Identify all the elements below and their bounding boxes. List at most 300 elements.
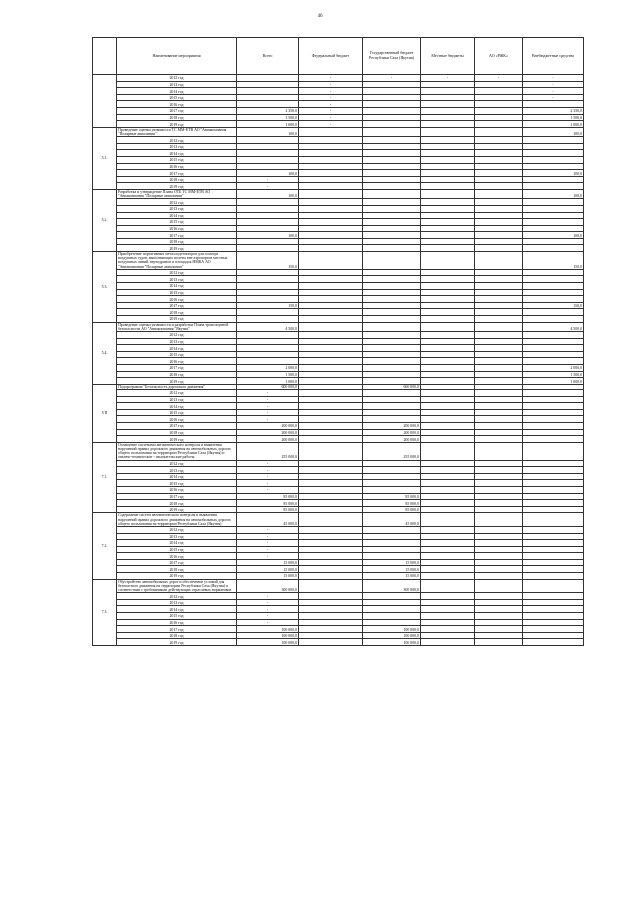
year-label: 2013 год <box>117 396 237 403</box>
year-label: 2016 год <box>117 163 237 170</box>
cell-local-budgets: - <box>421 75 475 82</box>
cell-state-budget <box>363 460 421 467</box>
cell-federal <box>299 436 363 443</box>
cell-state-budget <box>363 252 421 270</box>
table-row <box>93 107 584 114</box>
cell-state-budget <box>363 533 421 540</box>
year-label: 2019 год <box>117 316 237 323</box>
cell-total <box>237 225 299 232</box>
cell-rjk <box>475 114 523 121</box>
cell-state-budget <box>363 121 421 128</box>
cell-local-budgets <box>421 593 475 600</box>
cell-extrabudgetary <box>523 212 584 219</box>
cell-federal <box>299 283 363 290</box>
cell-rjk <box>475 101 523 108</box>
cell-total: - <box>237 593 299 600</box>
cell-state-budget <box>363 232 421 239</box>
cell-extrabudgetary <box>523 559 584 566</box>
cell-rjk <box>475 606 523 613</box>
cell-extrabudgetary <box>523 493 584 500</box>
year-label: 2019 год <box>117 245 237 252</box>
cell-extrabudgetary <box>523 199 584 206</box>
cell-rjk <box>475 593 523 600</box>
cell-extrabudgetary: - <box>523 94 584 101</box>
table-row <box>93 371 584 378</box>
cell-rjk <box>475 599 523 606</box>
year-label: 2018 год <box>117 429 237 436</box>
cell-federal <box>299 540 363 547</box>
cell-extrabudgetary <box>523 332 584 339</box>
cell-federal <box>299 396 363 403</box>
table-row <box>93 322 584 331</box>
cell-total: - <box>237 540 299 547</box>
item-number: 5.2. <box>93 189 117 251</box>
cell-extrabudgetary <box>523 269 584 276</box>
cell-state-budget: 15 000,0 <box>363 566 421 573</box>
cell-extrabudgetary <box>523 429 584 436</box>
cell-federal <box>299 559 363 566</box>
cell-local-budgets <box>421 416 475 423</box>
header-rjk: АО «РЖК» <box>475 38 523 75</box>
cell-local-budgets <box>421 365 475 372</box>
cell-rjk <box>475 403 523 410</box>
cell-state-budget <box>363 309 421 316</box>
item-name: Обустройство автомобильных дорог и обеспечение условий для безопасного движения на территории Республики Саха (Якутия) в соответствии с требованиями действующих отраслевых нормативов <box>117 579 237 593</box>
year-label: 2018 год <box>117 309 237 316</box>
cell-extrabudgetary: 1 500,0 <box>523 371 584 378</box>
cell-local-budgets <box>421 429 475 436</box>
cell-state-budget <box>363 593 421 600</box>
cell-local-budgets <box>421 436 475 443</box>
table-row <box>93 422 584 429</box>
table-row <box>93 170 584 177</box>
cell-local-budgets <box>421 480 475 487</box>
cell-local-budgets <box>421 121 475 128</box>
cell-local-budgets <box>421 137 475 144</box>
cell-federal <box>299 613 363 620</box>
cell-local-budgets <box>421 269 475 276</box>
cell-rjk <box>475 473 523 480</box>
cell-local-budgets <box>421 302 475 309</box>
cell-state-budget <box>363 114 421 121</box>
table-row <box>93 156 584 163</box>
cell-federal <box>299 322 363 331</box>
cell-state-budget <box>363 389 421 396</box>
cell-local-budgets <box>421 389 475 396</box>
cell-total: 100 000,0 <box>237 626 299 633</box>
cell-total <box>237 245 299 252</box>
cell-rjk <box>475 137 523 144</box>
cell-total: 4 500,0 <box>237 322 299 331</box>
cell-local-budgets <box>421 170 475 177</box>
cell-local-budgets <box>421 599 475 606</box>
cell-rjk <box>475 302 523 309</box>
cell-state-budget <box>363 143 421 150</box>
table-row <box>93 283 584 290</box>
cell-state-budget: 100 000,0 <box>363 639 421 646</box>
cell-federal <box>299 212 363 219</box>
cell-local-budgets <box>421 156 475 163</box>
table-row <box>93 500 584 507</box>
cell-extrabudgetary <box>523 289 584 296</box>
cell-state-budget <box>363 486 421 493</box>
cell-extrabudgetary: 150,0 <box>523 252 584 270</box>
cell-rjk <box>475 316 523 323</box>
table-row <box>93 296 584 303</box>
cell-rjk <box>475 232 523 239</box>
cell-rjk <box>475 127 523 136</box>
cell-federal <box>299 593 363 600</box>
year-label: 2012 год <box>117 75 237 82</box>
cell-state-budget <box>363 94 421 101</box>
cell-rjk <box>475 546 523 553</box>
cell-local-budgets <box>421 163 475 170</box>
cell-total <box>237 75 299 82</box>
cell-extrabudgetary <box>523 137 584 144</box>
item-number: 5.4. <box>93 322 117 384</box>
cell-rjk <box>475 296 523 303</box>
cell-extrabudgetary <box>523 533 584 540</box>
table-row <box>93 442 584 460</box>
cell-local-budgets <box>421 613 475 620</box>
cell-total: - <box>237 176 299 183</box>
cell-rjk <box>475 107 523 114</box>
cell-total: - <box>237 396 299 403</box>
cell-federal <box>299 269 363 276</box>
cell-state-budget <box>363 332 421 339</box>
cell-rjk <box>475 493 523 500</box>
cell-total: 15 000,0 <box>237 559 299 566</box>
year-label: 2013 год <box>117 338 237 345</box>
cell-extrabudgetary: 4 500,0 <box>523 322 584 331</box>
cell-state-budget <box>363 480 421 487</box>
cell-local-budgets <box>421 351 475 358</box>
cell-extrabudgetary <box>523 566 584 573</box>
year-label: 2017 год <box>117 107 237 114</box>
year-label: 2014 год <box>117 473 237 480</box>
year-label: 2014 год <box>117 345 237 352</box>
cell-local-budgets <box>421 606 475 613</box>
year-label: 2019 год <box>117 506 237 513</box>
cell-extrabudgetary <box>523 183 584 190</box>
cell-federal <box>299 150 363 157</box>
cell-federal <box>299 579 363 593</box>
year-label: 2017 год <box>117 626 237 633</box>
table-row <box>93 486 584 493</box>
cell-local-budgets <box>421 245 475 252</box>
cell-extrabudgetary <box>523 639 584 646</box>
cell-rjk <box>475 480 523 487</box>
cell-total <box>237 88 299 95</box>
year-label: 2015 год <box>117 351 237 358</box>
cell-rjk <box>475 283 523 290</box>
table-row <box>93 252 584 270</box>
cell-extrabudgetary: - <box>523 88 584 95</box>
cell-federal <box>299 252 363 270</box>
cell-rjk <box>475 486 523 493</box>
cell-total: - <box>237 526 299 533</box>
year-label: 2015 год <box>117 613 237 620</box>
cell-total: - <box>237 599 299 606</box>
cell-federal <box>299 566 363 573</box>
cell-federal <box>299 137 363 144</box>
cell-federal <box>299 599 363 606</box>
header-local-budgets: Местные бюджеты <box>421 38 475 75</box>
item-name: Оснащение системами автоматического контроля и выявления нарушений правил дорожного движения на автомобильных дорогах общего пользования на территории Республики Саха (Якутия) и опытно-технические - изыскательские работы <box>117 442 237 460</box>
cell-extrabudgetary <box>523 416 584 423</box>
cell-total: 15 000,0 <box>237 566 299 573</box>
cell-rjk <box>475 566 523 573</box>
header-name: Наименование мероприятия <box>117 38 237 75</box>
cell-extrabudgetary <box>523 396 584 403</box>
cell-state-budget <box>363 283 421 290</box>
cell-state-budget: 85 000,0 <box>363 506 421 513</box>
cell-extrabudgetary <box>523 422 584 429</box>
cell-extrabudgetary <box>523 579 584 593</box>
cell-state-budget <box>363 619 421 626</box>
cell-rjk <box>475 225 523 232</box>
cell-extrabudgetary: 1 500,0 <box>523 114 584 121</box>
table-row <box>93 137 584 144</box>
cell-total: - <box>237 389 299 396</box>
cell-local-budgets <box>421 559 475 566</box>
cell-extrabudgetary <box>523 101 584 108</box>
cell-rjk: - <box>475 75 523 82</box>
item-name: Подпрограмма "Безопасность дорожного движения" <box>117 384 237 389</box>
cell-extrabudgetary <box>523 436 584 443</box>
cell-local-budgets <box>421 639 475 646</box>
cell-total: 15 000,0 <box>237 573 299 580</box>
cell-extrabudgetary <box>523 276 584 283</box>
year-label: 2014 год <box>117 212 237 219</box>
cell-state-budget: 15 000,0 <box>363 559 421 566</box>
year-label: 2013 год <box>117 533 237 540</box>
table-row <box>93 460 584 467</box>
cell-total: 200 000,0 <box>237 436 299 443</box>
year-label: 2015 год <box>117 546 237 553</box>
table-row <box>93 245 584 252</box>
year-label: 2016 год <box>117 225 237 232</box>
cell-total: - <box>237 183 299 190</box>
cell-total: 100,0 <box>237 232 299 239</box>
table-row <box>93 493 584 500</box>
cell-rjk <box>475 371 523 378</box>
cell-total <box>237 101 299 108</box>
table-row <box>93 358 584 365</box>
cell-rjk <box>475 526 523 533</box>
cell-state-budget: 100 000,0 <box>363 626 421 633</box>
cell-extrabudgetary <box>523 296 584 303</box>
cell-extrabudgetary <box>523 606 584 613</box>
cell-local-budgets <box>421 332 475 339</box>
table-row <box>93 345 584 352</box>
year-label: 2018 год <box>117 371 237 378</box>
cell-local-budgets <box>421 127 475 136</box>
table-row <box>93 225 584 232</box>
cell-extrabudgetary: 100,0 <box>523 170 584 177</box>
cell-rjk <box>475 170 523 177</box>
cell-federal <box>299 389 363 396</box>
cell-state-budget <box>363 473 421 480</box>
year-label: 2016 год <box>117 619 237 626</box>
table-row <box>93 269 584 276</box>
cell-extrabudgetary <box>523 619 584 626</box>
year-label: 2015 год <box>117 289 237 296</box>
cell-federal <box>299 378 363 385</box>
cell-extrabudgetary: 1 000,0 <box>523 121 584 128</box>
year-label: 2018 год <box>117 114 237 121</box>
cell-federal <box>299 289 363 296</box>
cell-state-budget: 600 000,0 <box>363 384 421 389</box>
cell-local-budgets <box>421 422 475 429</box>
cell-extrabudgetary: 100,0 <box>523 232 584 239</box>
cell-federal <box>299 170 363 177</box>
cell-state-budget <box>363 553 421 560</box>
year-label: 2016 год <box>117 553 237 560</box>
cell-extrabudgetary <box>523 573 584 580</box>
cell-rjk <box>475 378 523 385</box>
year-label: 2017 год <box>117 302 237 309</box>
cell-federal <box>299 232 363 239</box>
cell-local-budgets <box>421 289 475 296</box>
year-label: 2018 год <box>117 566 237 573</box>
cell-extrabudgetary <box>523 599 584 606</box>
cell-local-budgets <box>421 493 475 500</box>
cell-federal <box>299 302 363 309</box>
cell-rjk <box>475 121 523 128</box>
cell-extrabudgetary <box>523 351 584 358</box>
cell-total <box>237 163 299 170</box>
year-label: 2014 год <box>117 150 237 157</box>
year-label: 2015 год <box>117 156 237 163</box>
cell-total <box>237 94 299 101</box>
cell-federal <box>299 143 363 150</box>
cell-extrabudgetary: 2 350,0 <box>523 107 584 114</box>
table-row <box>93 183 584 190</box>
cell-extrabudgetary <box>523 205 584 212</box>
cell-extrabudgetary <box>523 345 584 352</box>
table-row <box>93 378 584 385</box>
table-row <box>93 632 584 639</box>
cell-total <box>237 238 299 245</box>
table-row <box>93 566 584 573</box>
cell-state-budget <box>363 358 421 365</box>
cell-rjk <box>475 422 523 429</box>
cell-local-budgets <box>421 486 475 493</box>
cell-local-budgets <box>421 107 475 114</box>
table-row <box>93 75 584 82</box>
cell-local-budgets <box>421 396 475 403</box>
cell-federal <box>299 619 363 626</box>
cell-local-budgets <box>421 500 475 507</box>
item-number: VII <box>93 384 117 442</box>
table-row <box>93 540 584 547</box>
cell-total <box>237 143 299 150</box>
year-label: 2012 год <box>117 137 237 144</box>
cell-state-budget <box>363 378 421 385</box>
cell-state-budget <box>363 351 421 358</box>
cell-rjk <box>475 332 523 339</box>
cell-total: 100 000,0 <box>237 632 299 639</box>
cell-rjk <box>475 322 523 331</box>
cell-extrabudgetary: - <box>523 81 584 88</box>
year-label: 2019 год <box>117 121 237 128</box>
cell-total: - <box>237 613 299 620</box>
year-label: 2019 год <box>117 183 237 190</box>
cell-local-budgets <box>421 232 475 239</box>
table-row <box>93 276 584 283</box>
cell-local-budgets <box>421 619 475 626</box>
cell-state-budget <box>363 403 421 410</box>
cell-federal <box>299 371 363 378</box>
cell-federal <box>299 632 363 639</box>
cell-total: 200 000,0 <box>237 429 299 436</box>
cell-extrabudgetary <box>523 500 584 507</box>
cell-local-budgets <box>421 553 475 560</box>
year-label: 2012 год <box>117 526 237 533</box>
cell-federal <box>299 429 363 436</box>
cell-federal <box>299 245 363 252</box>
cell-rjk <box>475 245 523 252</box>
year-label: 2013 год <box>117 205 237 212</box>
cell-extrabudgetary <box>523 546 584 553</box>
cell-total <box>237 276 299 283</box>
year-label: 2019 год <box>117 573 237 580</box>
cell-rjk <box>475 559 523 566</box>
table-row <box>93 480 584 487</box>
cell-total <box>237 332 299 339</box>
cell-state-budget <box>363 540 421 547</box>
table-row <box>93 365 584 372</box>
cell-state-budget: 200 000,0 <box>363 429 421 436</box>
cell-extrabudgetary <box>523 283 584 290</box>
table-row <box>93 593 584 600</box>
cell-state-budget <box>363 199 421 206</box>
cell-local-budgets <box>421 296 475 303</box>
cell-rjk <box>475 338 523 345</box>
cell-local-budgets <box>421 176 475 183</box>
year-label: 2016 год <box>117 101 237 108</box>
year-label: 2017 год <box>117 232 237 239</box>
cell-state-budget <box>363 88 421 95</box>
cell-rjk <box>475 573 523 580</box>
cell-rjk <box>475 553 523 560</box>
cell-local-budgets <box>421 212 475 219</box>
cell-federal <box>299 533 363 540</box>
cell-rjk <box>475 619 523 626</box>
table-row <box>93 338 584 345</box>
cell-state-budget: 200 000,0 <box>363 436 421 443</box>
year-label: 2017 год <box>117 493 237 500</box>
cell-state-budget <box>363 316 421 323</box>
cell-extrabudgetary <box>523 473 584 480</box>
cell-state-budget <box>363 467 421 474</box>
cell-state-budget <box>363 606 421 613</box>
cell-federal <box>299 606 363 613</box>
year-label: 2017 год <box>117 422 237 429</box>
table-row <box>93 546 584 553</box>
page-number: 46 <box>317 14 323 19</box>
cell-total <box>237 289 299 296</box>
cell-rjk <box>475 500 523 507</box>
cell-extrabudgetary <box>523 358 584 365</box>
cell-total: 2 000,0 <box>237 365 299 372</box>
year-label: 2015 год <box>117 480 237 487</box>
year-label: 2019 год <box>117 639 237 646</box>
cell-federal <box>299 526 363 533</box>
cell-total: - <box>237 416 299 423</box>
year-label: 2016 год <box>117 296 237 303</box>
